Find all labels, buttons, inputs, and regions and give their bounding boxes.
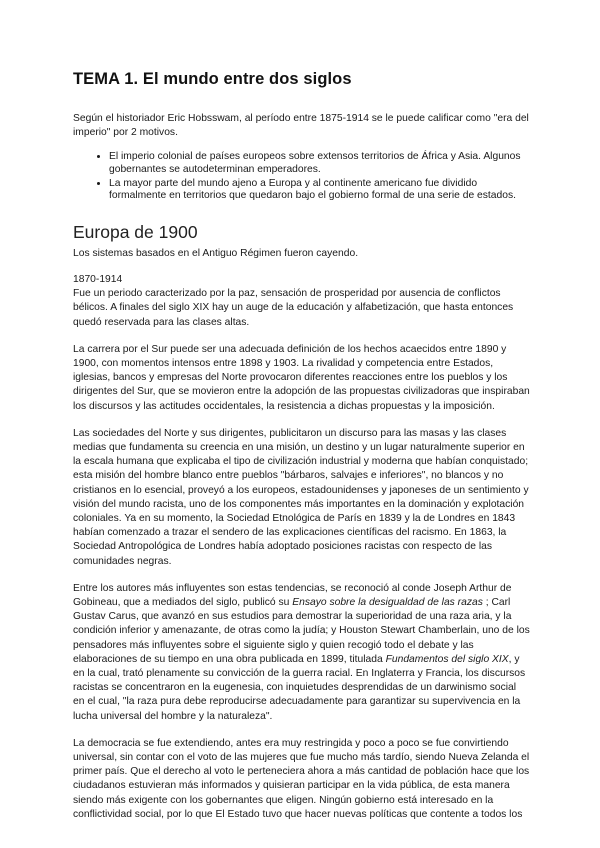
period-label: 1870-1914 <box>73 273 123 285</box>
authors-text-c: ; Carl Gustav Carus, que avanzó en sus estudios para demostrar la superioridad de una raza aria, y la condición inferior y amenazante, de otras como la judía; y Houston Stewart Chamberlain, uno de los pensadores más influyentes sobre el siguiente siglo y quien recogió todo el debate y las elaboraciones de su tiempo en una obra publicada en 1899, titulada <box>73 597 530 665</box>
list-item: • La mayor parte del mundo ajeno a Europa y al continente americano fue dividido formalmente en territorios que quedaron bajo el gobierno formal de una serie de estados. <box>109 178 530 203</box>
paragraph-south-race: La carrera por el Sur puede ser una adecuada definición de los hechos acaecidos entre 1890 y 1900, con momentos intensos entre 1898 y 1903. La rivalidad y competencia entre Estados, iglesias, bancos y empresas del Norte provocaron diferentes reacciones entre los pueblos y los dirigentes del Sur, que se movieron entre la adopción de las propuestas civilizadoras que inspiraban los discursos y las actitudes occidentales, la resistencia a dichas propuestas y la imposición. <box>73 343 530 412</box>
page-title: TEMA 1. El mundo entre dos siglos <box>73 70 352 88</box>
authors-text-a: Entre los autores más influyentes son estas tendencias, se reconoció al conde Joseph Arthur de Gobineau, que a mediados del siglo, publicó su <box>73 582 512 609</box>
paragraph-democracy: La democracia se fue extendiendo, antes era muy restringida y poco a poco se fue convirtiendo universal, sin contar con el voto de las mujeres que fue mucho más tardío, siendo Nueva Zelanda el primer país. Que el derecho al voto le perteneciera ahora a más cantidad de población hace que los ciudadanos estuvieran más informados y quisieran participar en la vida pública, de esta manera siendo más exigente con los gobernantes que eligen. Ningún gobierno está interesado en la conflictividad social, por lo que El Estado tuvo que hacer nuevas políticas que contente a todos los <box>73 737 530 820</box>
paragraph-north-societies: Las sociedades del Norte y sus dirigentes, publicitaron un discurso para las masas y las clases medias que fundamenta su creencia en una misión, un destino y un lugar naturalmente superior en la escala humana que explicaba el tipo de civilización industrial y moderna que habían conquistado; esta misión del hombre blanco entre pueblos "bárbaros, salvajes e inferiores", no blancos y no cristianos en lo esencial, proveyó a los europeos, estadounidenses y japoneses de un sentimiento y visión del mundo racista, uno de los componentes más importantes en la dominación y explotación coloniales. Ya en su momento, la Sociedad Etnológica de París en 1839 y la de Londres en 1843 habían comenzado a trazar el sendero de las explicaciones científicas del racismo. En 1863, la Sociedad Antropológica de Londres había adoptado posiciones racistas con respecto de las comunidades negras. <box>73 427 529 567</box>
section-subtitle: Los sistemas basados en el Antiguo Régimen fueron cayendo. <box>73 247 359 259</box>
paragraph-peace: Fue un periodo caracterizado por la paz, sensación de prosperidad por ausencia de conflictos bélicos. A finales del siglo XIX hay un auge de la educación y alfabetización, que hasta entonces quedó reservada para las clases altas. <box>73 288 514 328</box>
book-title-essay: Ensayo sobre la desigualdad de las razas <box>292 597 483 609</box>
motives-list <box>73 151 530 202</box>
section-heading: Europa de 1900 <box>73 221 198 242</box>
authors-text-e: , y en la cual, trató plenamente su convicción de la guerra racial. En Inglaterra y Francia, los discursos racistas se concentraron en la eugenesia, con inquietudes desprendidas de un darwinismo social en el cual, "la raza pura debe reproducirse adecuadamente para garantizar su supervivencia en la lucha universal del hombre y la naturaleza". <box>73 653 526 722</box>
page-content <box>73 70 530 822</box>
intro-paragraph: Según el historiador Eric Hobsswam, al período entre 1875-1914 se le puede calificar como "era del imperio" por 2 motivos. <box>73 113 529 139</box>
list-item: • El imperio colonial de países europeos sobre extensos territorios de África y Asia. Algunos gobernantes se autodeterminan emperadores. <box>109 151 530 176</box>
book-title-foundations: Fundamentos del siglo XIX <box>385 653 509 665</box>
paragraph-authors <box>73 582 530 724</box>
